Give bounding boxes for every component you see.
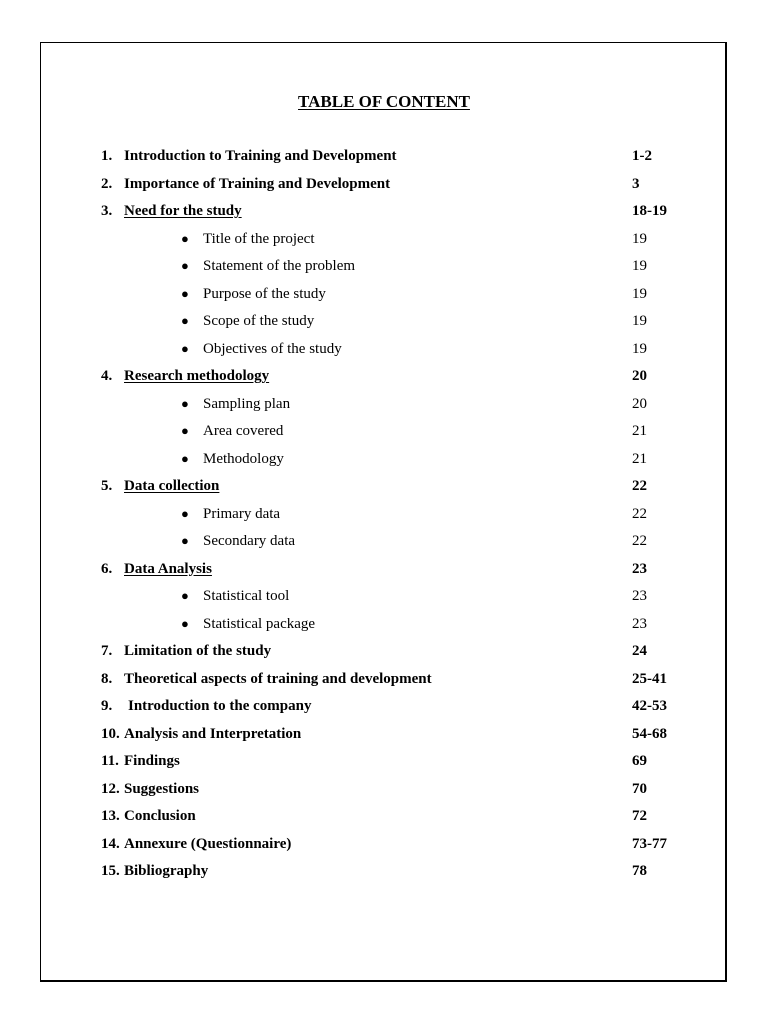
toc-subentry-page: 22 bbox=[632, 505, 647, 522]
toc-subentry bbox=[0, 229, 768, 257]
toc-entry-label: Conclusion bbox=[124, 808, 196, 824]
toc-subentry bbox=[0, 586, 768, 614]
toc-entry-label: Introduction to Training and Development bbox=[124, 148, 397, 164]
toc-subentry bbox=[0, 504, 768, 532]
toc-subentry-page: 22 bbox=[632, 533, 647, 549]
toc-entry-number: 13. bbox=[101, 808, 120, 824]
toc-subentry-label: Objectives of the study bbox=[203, 340, 342, 357]
toc-subentry-page: 19 bbox=[632, 258, 647, 274]
toc-entry bbox=[0, 641, 768, 669]
toc-entry-page: 1-2 bbox=[632, 148, 652, 164]
toc-entry bbox=[0, 559, 768, 587]
toc-subentry-label: Area covered bbox=[203, 423, 284, 439]
toc-entry-label: Data Analysis bbox=[124, 560, 212, 577]
bullet-icon: ● bbox=[181, 450, 189, 466]
toc-subentry bbox=[0, 339, 768, 367]
toc-entry-label: Need for the study bbox=[124, 203, 242, 219]
toc-entry bbox=[0, 861, 768, 889]
toc-subentry-label: Sampling plan bbox=[203, 395, 291, 412]
toc-entry bbox=[0, 834, 768, 862]
bullet-icon: ● bbox=[181, 588, 189, 603]
toc-subentry-label: Scope of the study bbox=[203, 313, 315, 329]
toc-entry bbox=[0, 779, 768, 807]
toc-entry bbox=[0, 146, 768, 174]
toc-entry-number: 9. bbox=[101, 698, 113, 714]
toc-subentry bbox=[0, 256, 768, 284]
toc-subentry-page: 23 bbox=[632, 588, 647, 604]
toc-subentry-page: 23 bbox=[632, 615, 647, 632]
table-of-contents bbox=[0, 146, 768, 889]
toc-subentry-page: 19 bbox=[632, 313, 647, 329]
toc-subentry bbox=[0, 449, 768, 477]
toc-entry-label: Findings bbox=[124, 753, 180, 769]
toc-subentry-page: 19 bbox=[632, 230, 647, 247]
toc-entry bbox=[0, 696, 768, 724]
toc-entry-label: Research methodology bbox=[124, 368, 270, 384]
toc-subentry-label: Purpose of the study bbox=[203, 285, 326, 302]
toc-entry-number: 2. bbox=[101, 175, 113, 192]
toc-entry-page: 72 bbox=[632, 808, 647, 824]
toc-subentry-label: Title of the project bbox=[203, 230, 315, 247]
toc-entry-label: Importance of Training and Development bbox=[124, 175, 391, 192]
toc-entry bbox=[0, 751, 768, 779]
toc-subentry-label: Statistical tool bbox=[203, 588, 290, 604]
bullet-icon: ● bbox=[181, 505, 189, 521]
bullet-icon: ● bbox=[181, 533, 189, 548]
toc-entry-page: 69 bbox=[632, 753, 647, 769]
toc-entry-number: 15. bbox=[101, 863, 120, 879]
bullet-icon: ● bbox=[181, 615, 189, 631]
toc-subentry bbox=[0, 311, 768, 339]
toc-subentry bbox=[0, 394, 768, 422]
page-title: TABLE OF CONTENT bbox=[298, 92, 470, 111]
bullet-icon: ● bbox=[181, 285, 189, 301]
bullet-icon: ● bbox=[181, 313, 189, 328]
toc-subentry-page: 21 bbox=[632, 423, 647, 439]
toc-subentry-page: 21 bbox=[632, 450, 647, 467]
toc-entry-number: 12. bbox=[101, 780, 120, 797]
toc-subentry bbox=[0, 614, 768, 642]
bullet-icon: ● bbox=[181, 230, 189, 246]
toc-subentry-page: 19 bbox=[632, 340, 647, 357]
toc-entry-page: 3 bbox=[632, 175, 640, 192]
bullet-icon: ● bbox=[181, 340, 189, 356]
bullet-icon: ● bbox=[181, 423, 189, 438]
toc-entry-number: 10. bbox=[101, 725, 120, 742]
toc-entry-page: 70 bbox=[632, 780, 647, 797]
toc-subentry-label: Statement of the problem bbox=[203, 258, 356, 274]
toc-entry-label: Limitation of the study bbox=[124, 643, 272, 659]
toc-entry-number: 11. bbox=[101, 753, 119, 769]
toc-entry-label: Annexure (Questionnaire) bbox=[124, 835, 292, 852]
toc-entry-page: 78 bbox=[632, 863, 647, 879]
toc-entry bbox=[0, 366, 768, 394]
toc-entry-page: 73-77 bbox=[632, 835, 667, 852]
bullet-icon: ● bbox=[181, 258, 189, 273]
toc-entry-label: Analysis and Interpretation bbox=[124, 725, 302, 742]
toc-entry-page: 20 bbox=[632, 368, 647, 384]
toc-entry-page: 23 bbox=[632, 560, 647, 577]
toc-subentry bbox=[0, 421, 768, 449]
toc-entry bbox=[0, 174, 768, 202]
toc-entry-page: 24 bbox=[632, 643, 647, 659]
toc-entry bbox=[0, 476, 768, 504]
toc-entry-page: 18-19 bbox=[632, 203, 667, 219]
toc-entry bbox=[0, 724, 768, 752]
toc-entry-number: 6. bbox=[101, 560, 113, 577]
toc-entry-page: 42-53 bbox=[632, 698, 667, 714]
toc-entry bbox=[0, 201, 768, 229]
toc-entry-number: 3. bbox=[101, 203, 113, 219]
toc-entry-number: 7. bbox=[101, 643, 113, 659]
toc-entry-label: Theoretical aspects of training and development bbox=[124, 670, 432, 687]
toc-entry-page: 22 bbox=[632, 478, 647, 494]
toc-subentry-page: 20 bbox=[632, 395, 647, 412]
toc-entry-label: Bibliography bbox=[124, 863, 209, 879]
toc-entry-page: 54-68 bbox=[632, 725, 667, 742]
toc-entry bbox=[0, 806, 768, 834]
toc-subentry-label: Statistical package bbox=[203, 615, 316, 632]
bullet-icon: ● bbox=[181, 395, 189, 411]
toc-entry bbox=[0, 669, 768, 697]
toc-subentry bbox=[0, 284, 768, 312]
toc-entry-page: 25-41 bbox=[632, 670, 667, 687]
toc-entry-number: 4. bbox=[101, 368, 113, 384]
toc-entry-label: Data collection bbox=[124, 478, 220, 494]
toc-entry-number: 1. bbox=[101, 148, 113, 164]
toc-subentry-page: 19 bbox=[632, 285, 647, 302]
toc-entry-label: Introduction to the company bbox=[128, 698, 312, 714]
toc-subentry-label: Primary data bbox=[203, 505, 281, 522]
toc-entry-number: 5. bbox=[101, 478, 113, 494]
toc-entry-label: Suggestions bbox=[124, 780, 200, 797]
toc-entry-number: 14. bbox=[101, 835, 120, 852]
toc-entry-number: 8. bbox=[101, 670, 113, 687]
toc-subentry-label: Methodology bbox=[203, 450, 284, 467]
toc-subentry bbox=[0, 531, 768, 559]
toc-subentry-label: Secondary data bbox=[203, 533, 296, 549]
